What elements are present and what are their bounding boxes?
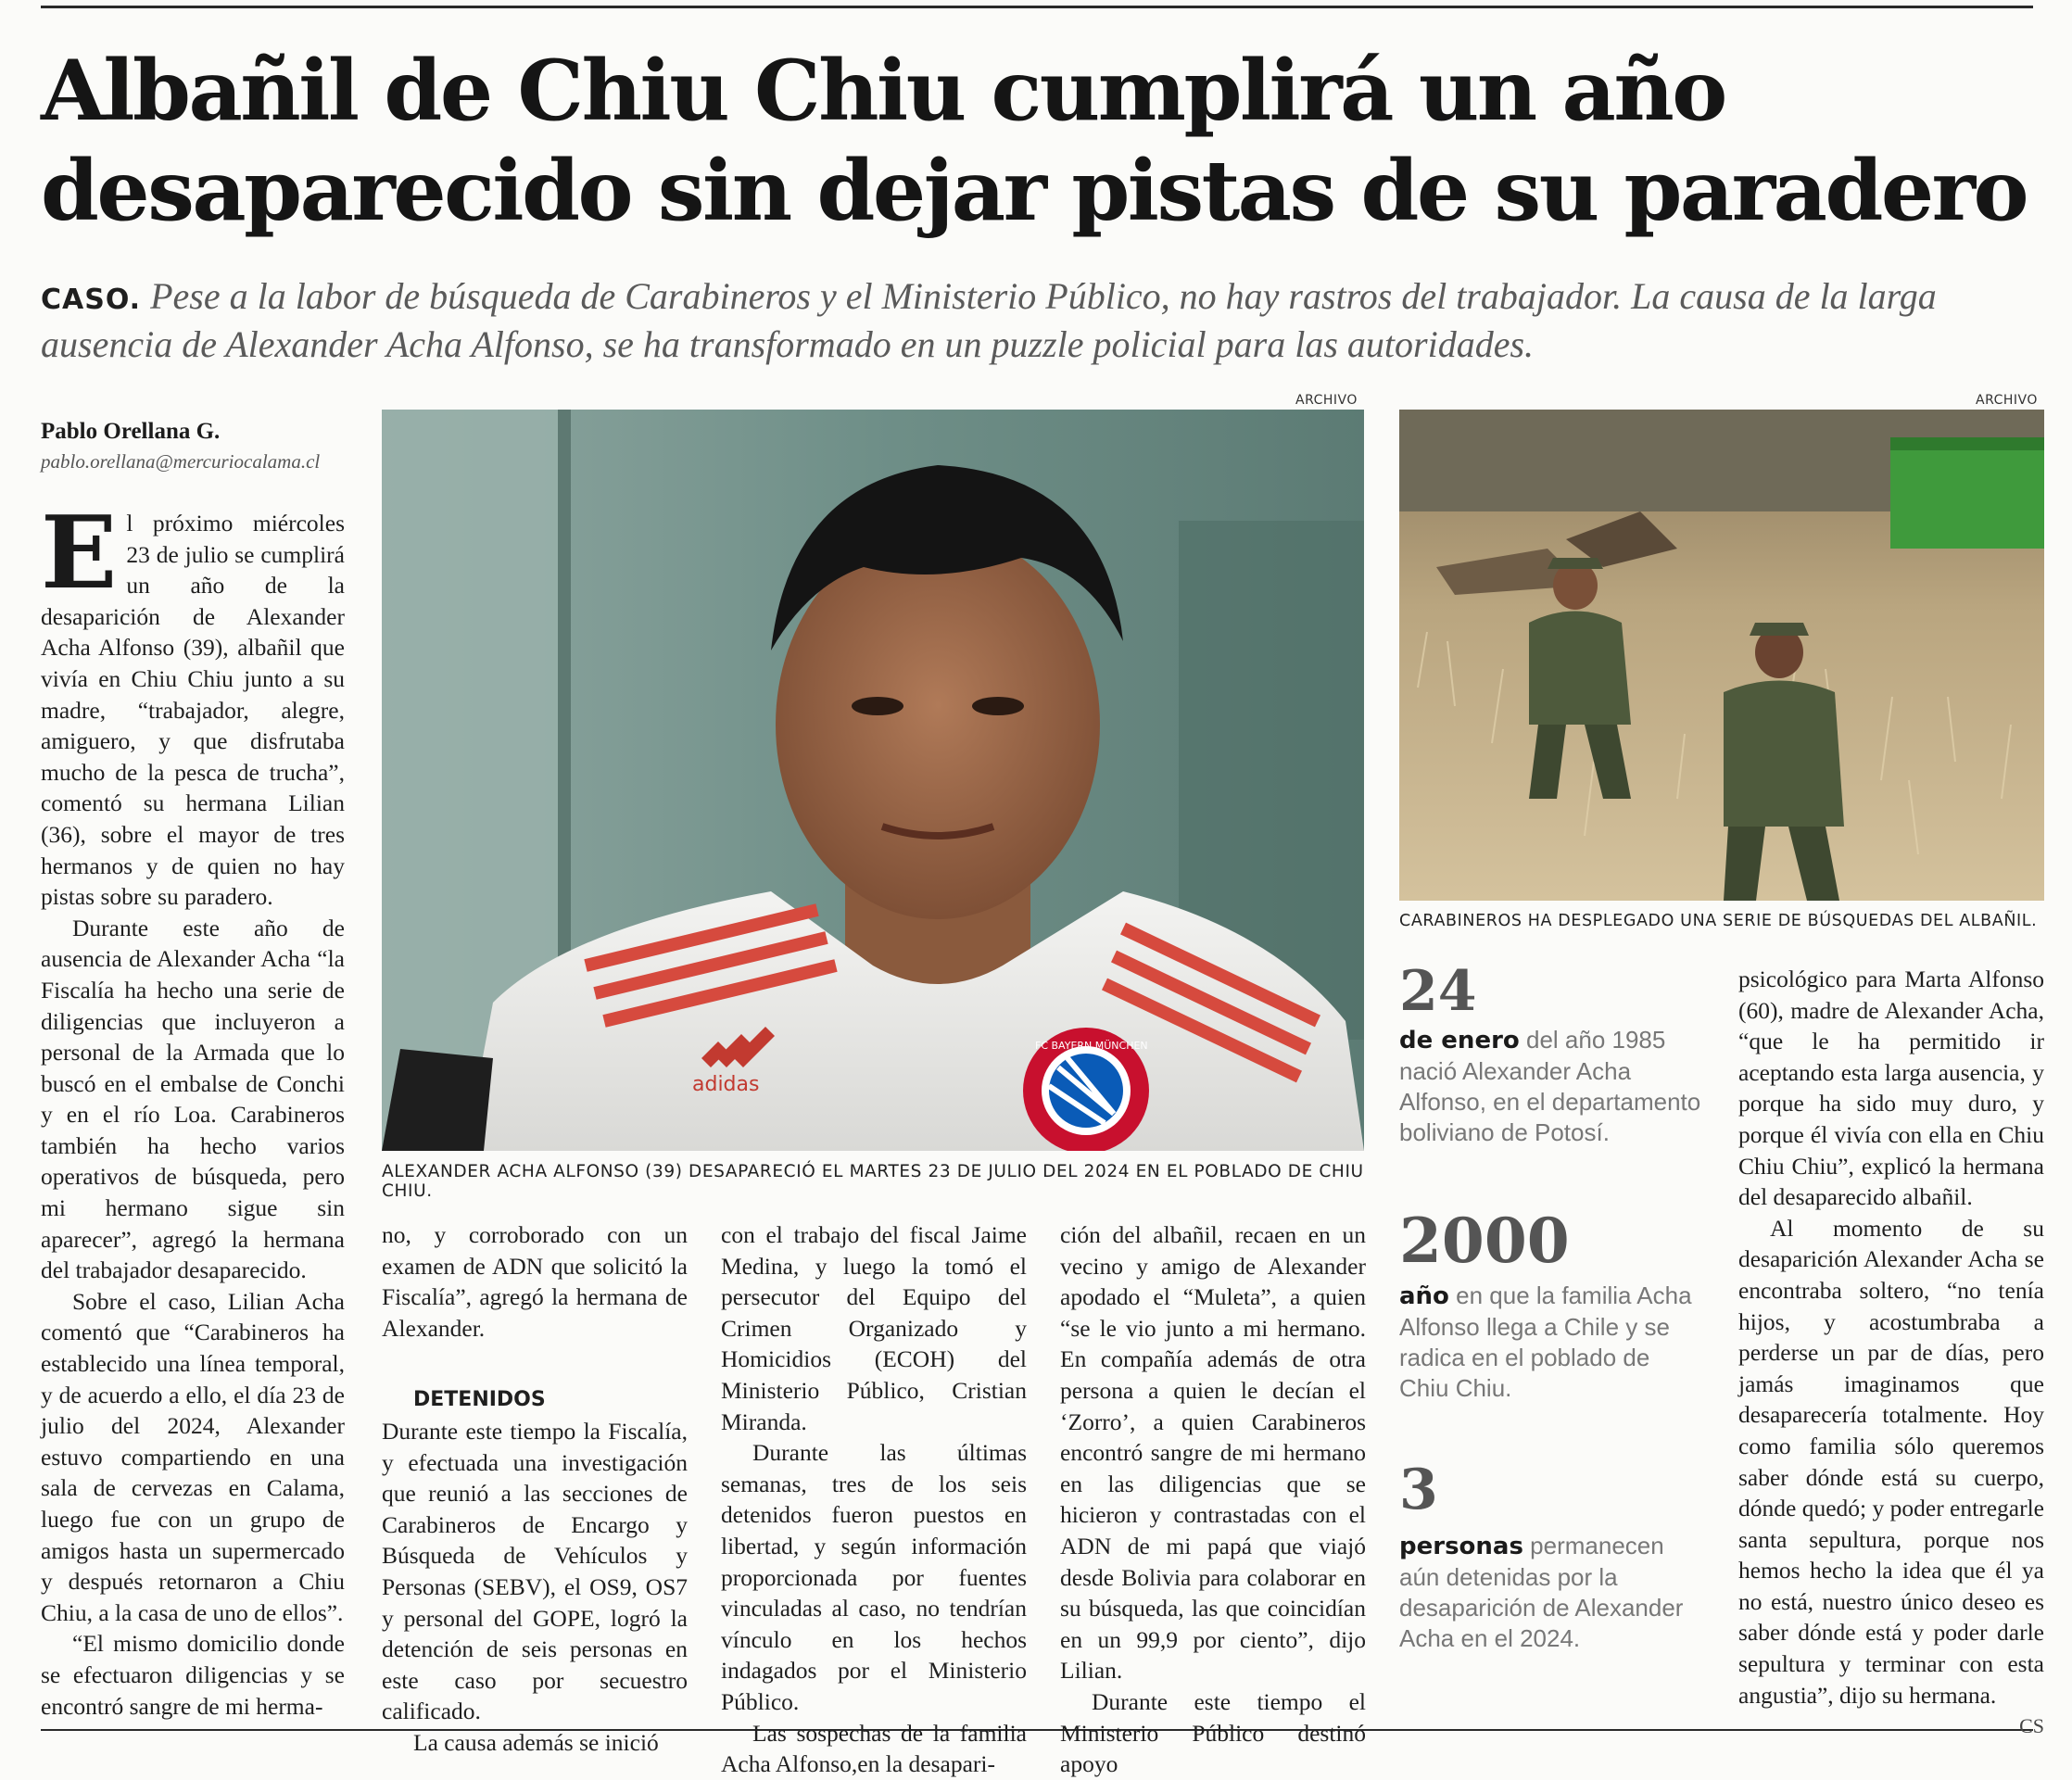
headline: [41, 41, 2061, 241]
fact-1: [1399, 959, 1705, 1148]
fact-3-text: personas permanecen aún detenidas por la desaparición de Alexander Acha en el 2024.: [1399, 1532, 1684, 1652]
search-photo: [1399, 410, 2044, 901]
fact-3-number: 3: [1399, 1458, 1438, 1522]
fact-3: [1399, 1458, 1705, 1654]
col4-paragraph-2: Durante este tiempo el Ministerio Público destinó apoyo: [1060, 1687, 1366, 1778]
col2-paragraph-1: no, y corroborado con un examen de ADN que solicitó la Fiscalía”, agregó la hermana de Alexander.: [382, 1221, 688, 1342]
fact-1-text: de enero del año 1985 nació Alexander Acha Alfonso, en el departamento boliviano de Potosí.: [1399, 1026, 1701, 1146]
col3-paragraph-3: Las sospechas de la familia Acha Alfonso,en la desapari-: [721, 1719, 1027, 1778]
col2-paragraph-2: Durante este tiempo la Fiscalía, y efectuada una investigación que reunió a las secciones de Carabineros de Encargo y Búsqueda de Vehículos y Personas (SEBV), el OS9, OS7 y personal del GOPE, logró la detención de seis personas en este caso por secuestro calificado.: [382, 1417, 688, 1725]
dropcap: E: [41, 495, 118, 612]
column-2: [382, 1219, 688, 1759]
col6-paragraph-2: Al momento de su desaparición Alexander Acha se encontraba soltero, “no tenía hijos, y acostumbraba a perderse un par de días, pero jamás imaginamos que desaparecería totalmente. Hoy como familia sólo queremos saber dónde está su cuerpo, dónde quedó; y poder entregarle santa sepultura, porque nos hemos hecho la idea que él ya no está, nuestro único deseo es saber dónde está y poder darle sepultura y terminar con esta angustia”, dijo su hermana. CS: [1738, 1213, 2044, 1711]
main-photo-caption: ALEXANDER ACHA ALFONSO (39) DESAPARECIÓ EL MARTES 23 DE JULIO DEL 2024 EN EL POBLADO DE CHIU CHIU.: [382, 1162, 1364, 1201]
main-photo: [382, 410, 1364, 1151]
top-rule: [41, 6, 2033, 8]
column-3: [721, 1219, 1027, 1780]
main-photo-credit: ARCHIVO: [1295, 393, 1358, 408]
byline-email[interactable]: pablo.orellana@mercuriocalama.cl: [41, 450, 321, 473]
search-photo-caption: CARABINEROS HA DESPLEGADO UNA SERIE DE BÚSQUEDAS DEL ALBAÑIL.: [1399, 912, 2038, 930]
col2-paragraph-3: La causa además se inició: [413, 1728, 659, 1756]
adidas-text: adidas: [692, 1073, 760, 1096]
col2-subhead: DETENIDOS: [413, 1388, 546, 1412]
end-mark: CS: [2019, 1714, 2044, 1738]
byline-author: Pablo Orellana G.: [41, 419, 221, 444]
col1-paragraph-4: “El mismo domicilio donde se efectuaron diligencias y se encontró sangre de mi herma-: [41, 1630, 345, 1720]
main-photo-image: [382, 410, 1364, 1151]
deck: [41, 274, 2042, 367]
column-4: [1060, 1219, 1366, 1780]
bayern-badge-text: FC BAYERN MÜNCHEN: [1035, 1040, 1148, 1052]
headline-line-1: Albañil de Chiu Chiu cumplirá un año: [41, 42, 1725, 140]
fact-2: [1399, 1205, 1705, 1404]
search-photo-credit: ARCHIVO: [1976, 393, 2038, 408]
col4-paragraph-1: ción del albañil, recaen en un vecino y amigo de Alexander apodado el “Muleta”, a quien “se le vio junto a mi hermano. En compañía además de otra persona a quien le decían el ‘Zorro’, a quien Carabineros encontró sangre de mi hermano en las diligencias que se hicieron y contrastadas con el ADN de mi papá que viajó desde Bolivia para colaborar en su búsqueda, las que coincidían en un 99,9 por ciento”, dijo Lilian.: [1060, 1221, 1366, 1685]
spacer: [382, 1344, 688, 1384]
bayern-badge-icon: [1023, 1028, 1149, 1151]
col3-paragraph-1: con el trabajo del fiscal Jaime Medina, y luego la tomó el persecutor del Equipo del Crimen Organizado y Homicidios (ECOH) del Ministerio Público, Cristian Miranda.: [721, 1221, 1027, 1435]
deck-label: CASO.: [41, 284, 142, 316]
bottom-rule: [41, 1729, 2033, 1731]
search-photo-image: [1399, 410, 2044, 901]
fact-1-number: 24: [1399, 959, 1477, 1024]
col6-paragraph-1: psicológico para Marta Alfonso (60), madre de Alexander Acha, “que le ha permitido ir aceptando esta larga ausencia, y porque ha sido muy duro, y porque él vivía con ella en Chiu Chiu Chiu”, explicó la hermana del desaparecido albañil.: [1738, 966, 2044, 1211]
col1-paragraph-1: El próximo miércoles 23 de julio se cumplirá un año de la desaparición de Alexander Acha Alfonso (39), albañil que vivía en Chiu Chiu junto a su madre, “trabajador, alegre, amiguero, y que disfrutaba mucho de la pesca de trucha”, comentó su hermana Lilian (36), sobre el mayor de tres hermanos y de quien no hay pistas sobre su paradero.: [41, 495, 345, 911]
headline-line-2: desaparecido sin dejar pistas de su paradero: [41, 142, 2028, 240]
column-6: [1738, 964, 2044, 1742]
col3-paragraph-2: Durante las últimas semanas, tres de los seis detenidos fueron puestos en libertad, y según información proporcionada por fuentes vinculadas al caso, no tendrían vínculo en los hechos indagados por el Ministerio Público.: [721, 1439, 1027, 1715]
fact-2-number: 2000: [1399, 1205, 1570, 1277]
col1-paragraph-2: Durante este año de ausencia de Alexander Acha “la Fiscalía ha hecho una serie de diligencias que incluyeron a personal de la Armada que lo buscó en el embalse de Conchi y en el río Loa. Carabineros también ha hecho varios operativos de búsqueda, pero mi hermano sigue sin aparecer”, agregó la hermana del trabajador desaparecido.: [41, 914, 345, 1284]
column-1: [41, 495, 345, 1722]
fact-2-text: año en que la familia Acha Alfonso llega a Chile y se radica en el poblado de Chiu Chiu.: [1399, 1281, 1692, 1402]
col1-paragraph-3: Sobre el caso, Lilian Acha comentó que “Carabineros ha establecido una línea temporal, y de acuerdo a ello, el día 23 de julio del 2024, Alexander estuvo compartiendo en una sala de cervezas en Calama, luego fue con un grupo de amigos hasta un supermercado y después retornaron a Chiu Chiu, a la casa de uno de ellos”.: [41, 1287, 345, 1626]
deck-text: Pese a la labor de búsqueda de Carabineros y el Ministerio Público, no hay rastros del trabajador. La causa de la larga ausencia de Alexander Acha Alfonso, se ha transformado en un puzzle policial para las autoridades.: [41, 275, 1937, 365]
